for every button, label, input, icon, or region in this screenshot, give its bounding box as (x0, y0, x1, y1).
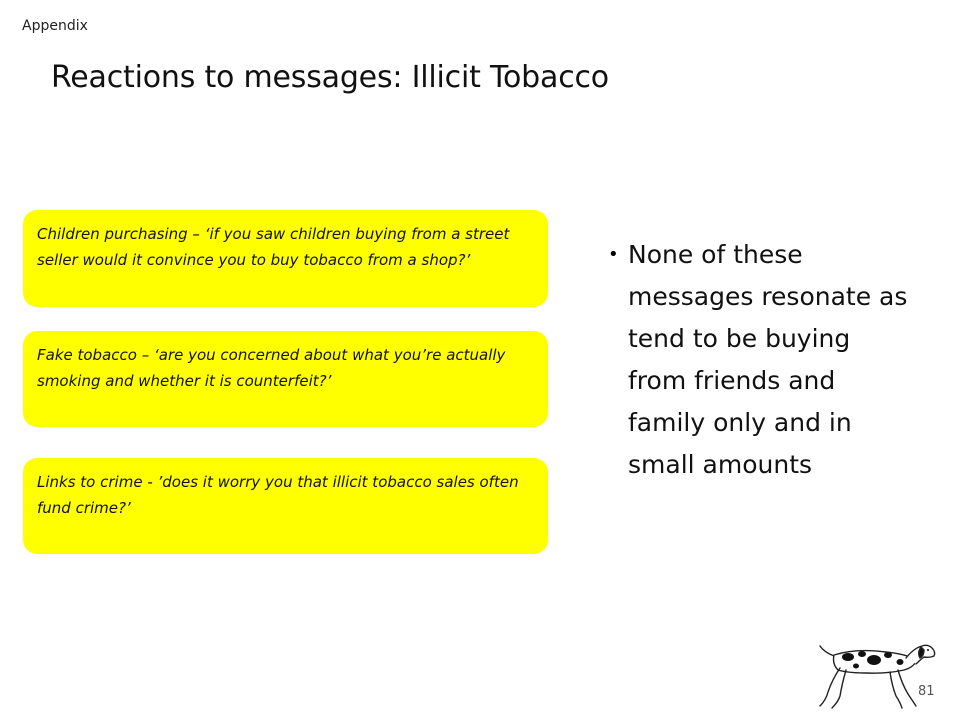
bullet-item (608, 234, 913, 486)
bullet-text: None of these messages resonate as tend to be buying from friends and family only and in small amounts (628, 240, 908, 479)
message-box-fake-tobacco (23, 331, 548, 427)
message-text: Links to crime - ’does it worry you that illicit tobacco sales often fund crime?’ (37, 473, 519, 517)
slide-title: Reactions to messages: Illicit Tobacco (51, 60, 609, 95)
pointer-dog-icon (816, 640, 938, 712)
message-box-links-to-crime (23, 458, 548, 554)
page-number: 81 (918, 684, 935, 699)
message-box-children-purchasing (23, 210, 548, 307)
message-text: Fake tobacco – ‘are you concerned about what you’re actually smoking and whether it is counterfeit?’ (37, 346, 506, 390)
section-label: Appendix (22, 18, 88, 34)
message-text: Children purchasing – ‘if you saw children buying from a street seller would it convince you to buy tobacco from a shop?’ (37, 225, 510, 269)
bullet-icon: • (608, 244, 619, 265)
